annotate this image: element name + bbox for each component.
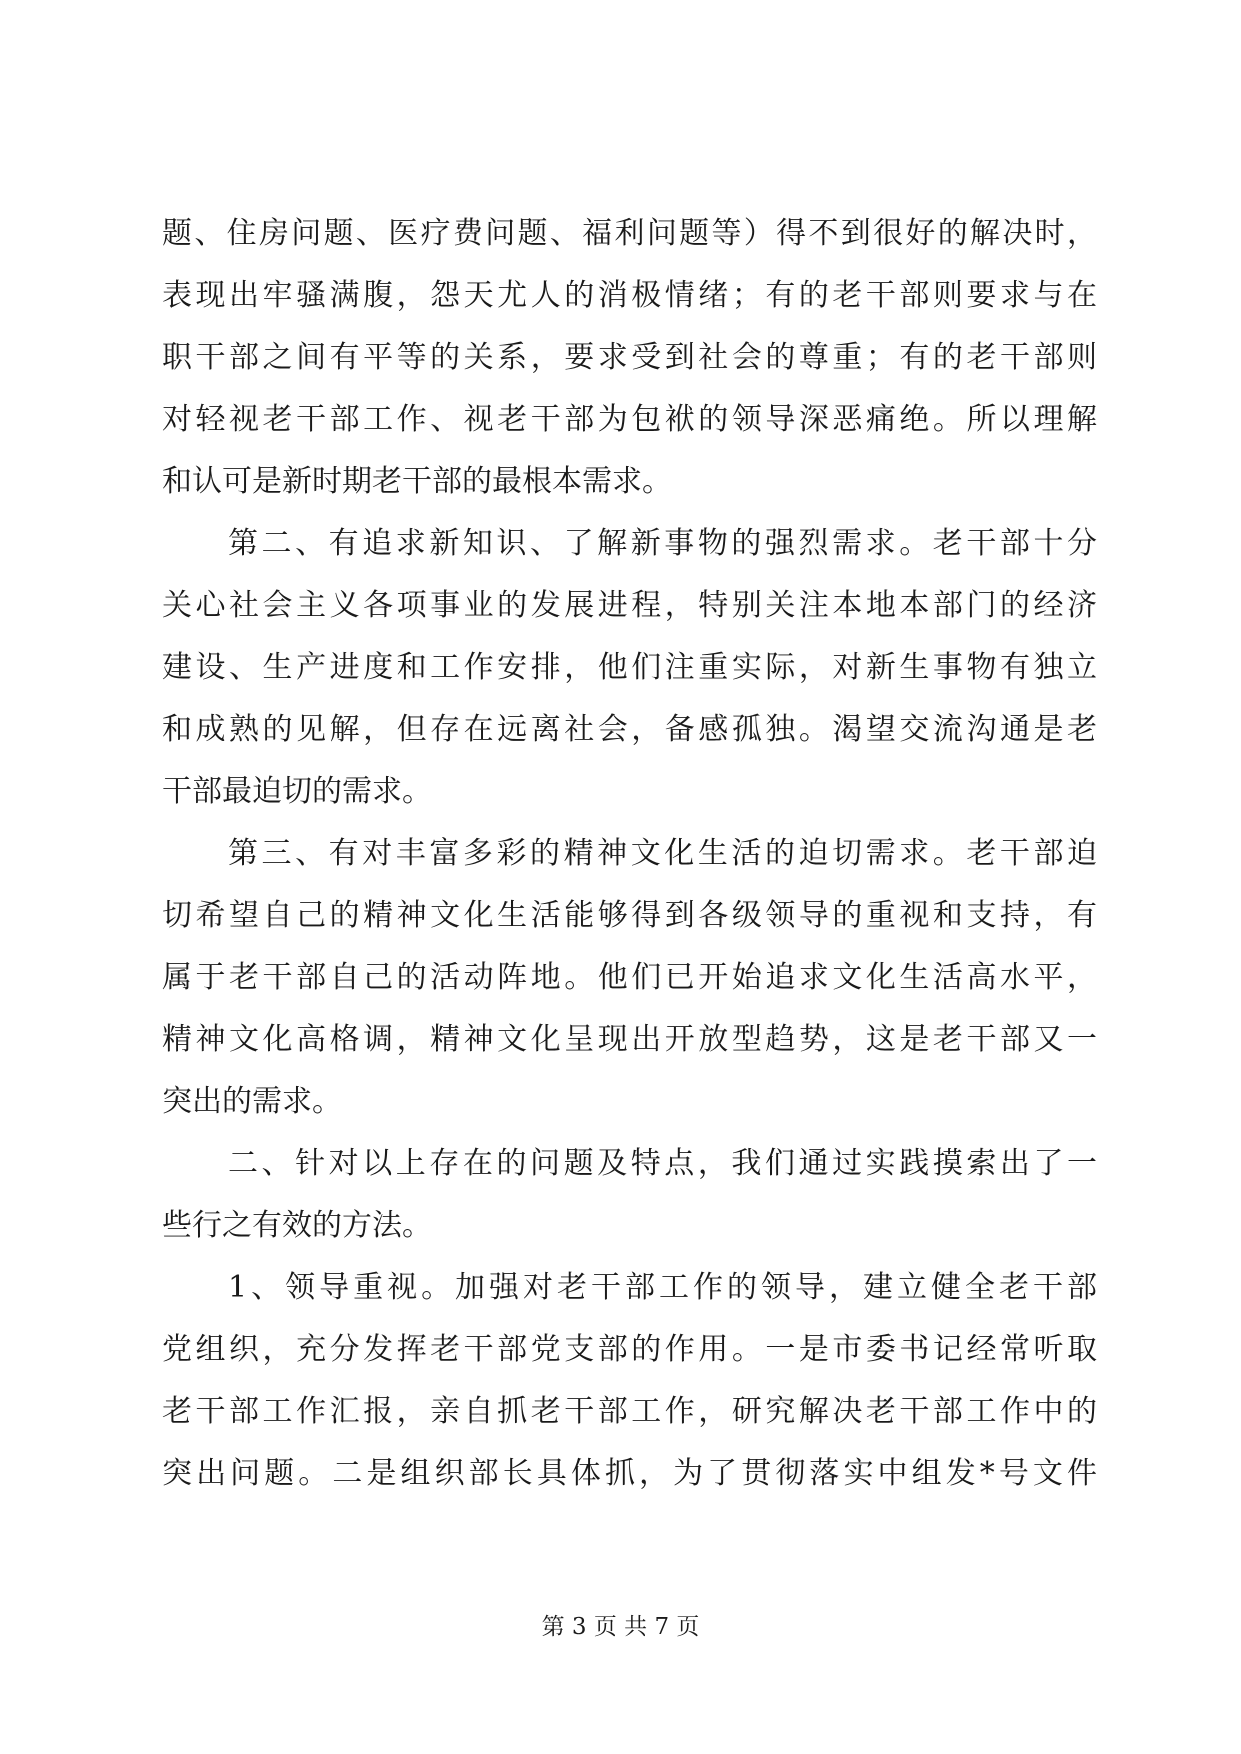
text-line: 党组织，充分发挥老干部党支部的作用。一是市委书记经常听取: [162, 1332, 1097, 1367]
paragraph-second: [162, 513, 1097, 823]
text-line: 干部最迫切的需求。: [162, 774, 432, 809]
text-line: 职干部之间有平等的关系，要求受到社会的尊重；有的老干部则: [162, 340, 1097, 375]
text-line: 属于老干部自己的活动阵地。他们已开始追求文化生活高水平，: [162, 960, 1097, 995]
text-line: 些行之有效的方法。: [162, 1208, 432, 1243]
text-line: 第三、有对丰富多彩的精神文化生活的迫切需求。老干部迫: [228, 836, 1097, 871]
text-line: 切希望自己的精神文化生活能够得到各级领导的重视和支持，有: [162, 898, 1097, 933]
page-number-footer: 第 3 页 共 7 页: [541, 1614, 700, 1640]
document-body: [162, 203, 1097, 1505]
paragraph-section-two: [162, 1133, 1097, 1257]
paragraph-continuation: [162, 203, 1097, 513]
text-line: 和认可是新时期老干部的最根本需求。: [162, 464, 672, 499]
text-line: 第二、有追求新知识、了解新事物的强烈需求。老干部十分: [228, 526, 1097, 561]
text-line: 精神文化高格调，精神文化呈现出开放型趋势，这是老干部又一: [162, 1022, 1097, 1057]
text-line: 1、领导重视。加强对老干部工作的领导，建立健全老干部: [228, 1270, 1097, 1305]
text-line: 建设、生产进度和工作安排，他们注重实际，对新生事物有独立: [162, 650, 1097, 685]
text-line: 对轻视老干部工作、视老干部为包袱的领导深恶痛绝。所以理解: [162, 402, 1097, 437]
text-line: 二、针对以上存在的问题及特点，我们通过实践摸索出了一: [228, 1146, 1097, 1181]
text-line: 表现出牢骚满腹，怨天尤人的消极情绪；有的老干部则要求与在: [162, 278, 1097, 313]
text-line: 题、住房问题、医疗费问题、福利问题等）得不到很好的解决时，: [162, 216, 1097, 251]
text-line: 关心社会主义各项事业的发展进程，特别关注本地本部门的经济: [162, 588, 1097, 623]
paragraph-third: [162, 823, 1097, 1133]
text-line: 和成熟的见解，但存在远离社会，备感孤独。渴望交流沟通是老: [162, 712, 1097, 747]
paragraph-item-one: [162, 1257, 1097, 1505]
text-line: 老干部工作汇报，亲自抓老干部工作，研究解决老干部工作中的: [162, 1394, 1097, 1429]
text-line: 突出的需求。: [162, 1084, 342, 1119]
text-line: 突出问题。二是组织部长具体抓，为了贯彻落实中组发*号文件: [162, 1456, 1097, 1491]
